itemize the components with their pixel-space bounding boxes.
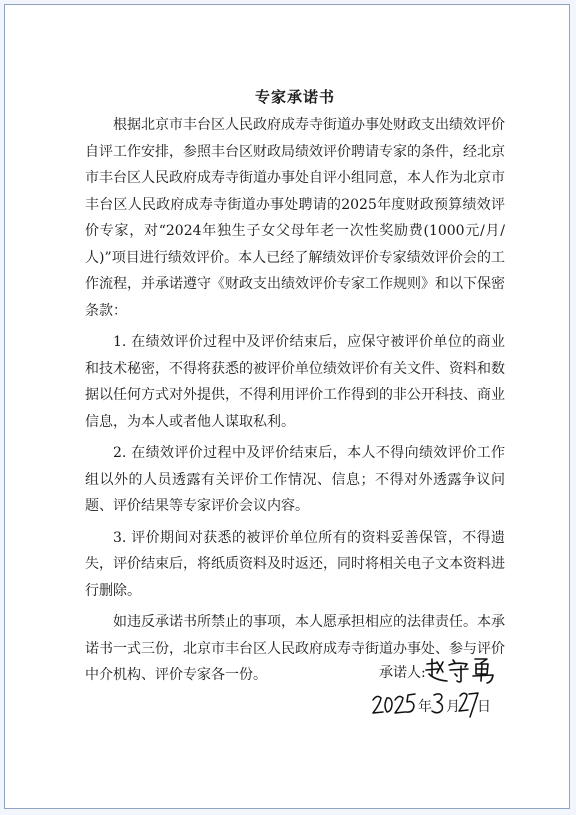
clause-3-paragraph: 3. 评价期间对获悉的被评价单位所有的资料妥善保管，不得遗失，评价结束后，将纸质资料及时返还，同时将相关电子文本资料进行删除。	[85, 529, 505, 599]
signer-label: 承诺人:	[379, 665, 426, 681]
intro-paragraph: 根据北京市丰台区人民政府成寿寺街道办事处财政支出绩效评价自评工作安排，参照丰台区财政局绩效评价聘请专家的条件，经北京市丰台区人民政府成寿寺街道办事处自评小组同意，本人作为北京市丰台区人民政府成寿寺街道办事处聘请的2025年度财政预算绩效评价专家，对“2024年独生子女父母年老一次性奖励费(1000元/月/人)”项目进行绩效评价。本人已经了解绩效评价专家绩效评价会的工作流程，并承诺遵守《财政支出绩效评价专家工作规则》和以下保密条款：	[85, 117, 505, 319]
clause-2-paragraph: 2. 在绩效评价过程中及评价结束后，本人不得向绩效评价工作组以外的人员透露有关评价工作情况、信息；不得对外透露争议问题、评价结果等专家评价会议内容。	[85, 445, 505, 514]
handwritten-date	[371, 686, 491, 720]
clause-1-paragraph: 1. 在绩效评价过程中及评价结束后，应保守被评价单位的商业和技术秘密，不得将获悉的被评价单位绩效评价有关文件、资料和数据以任何方式对外提供，不得利用评价工作得到的非公开科技、商业信息，为本人或者他人谋取私利。	[85, 334, 505, 430]
svg-text:月: 月	[446, 699, 460, 715]
document-title: 专家承诺书	[254, 88, 335, 106]
handwritten-signature	[423, 654, 503, 686]
document-page	[4, 4, 570, 809]
svg-text:年: 年	[418, 699, 432, 715]
document-body	[85, 85, 505, 694]
closing-paragraph: 如违反承诺书所禁止的事项，本人愿承担相应的法律责任。本承诺书一式三份，北京市丰台区人民政府成寿寺街道办事处、参与评价中介机构、评价专家各一份。	[85, 614, 505, 683]
signature-block	[375, 660, 565, 720]
svg-text:日: 日	[477, 699, 491, 715]
